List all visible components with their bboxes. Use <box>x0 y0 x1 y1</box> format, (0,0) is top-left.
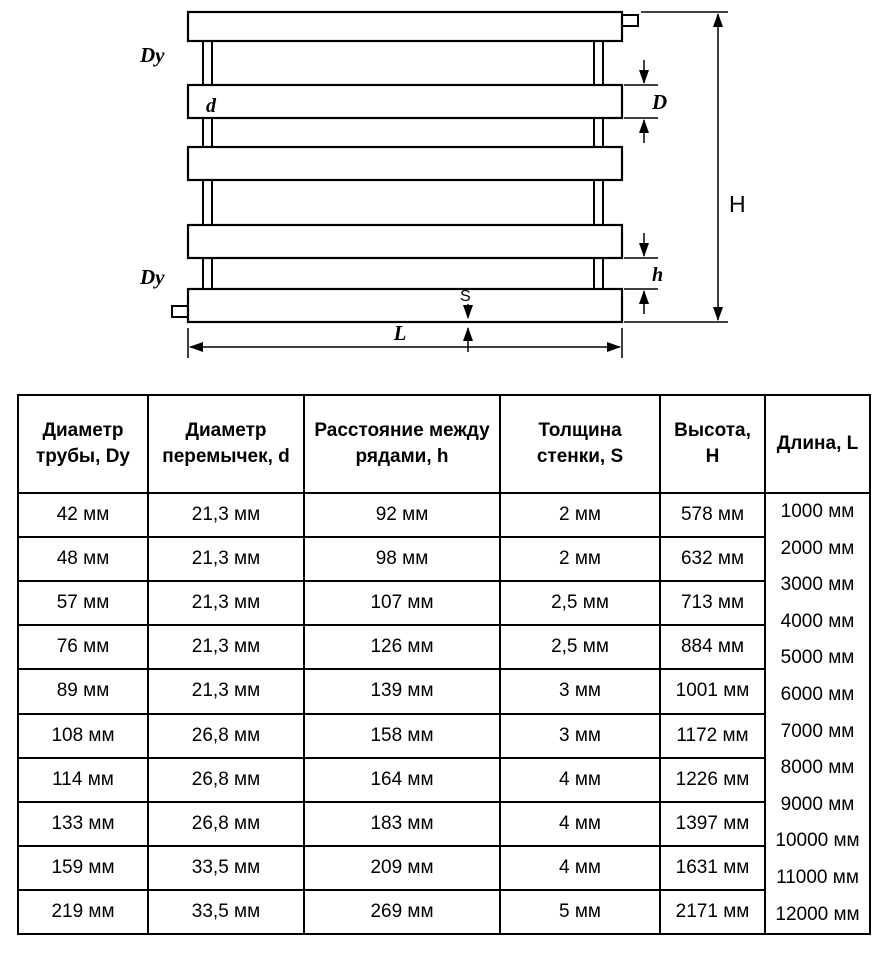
table-cell: 3 мм <box>500 714 660 758</box>
length-merged-cell <box>765 493 870 934</box>
table-row <box>18 890 870 934</box>
table-cell: 2,5 мм <box>500 625 660 669</box>
pipe-bar <box>188 225 622 258</box>
table-cell: 1172 мм <box>660 714 765 758</box>
col-header-jumper-diameter: Диаметр перемычек, d <box>148 395 304 493</box>
pipe-bar <box>188 147 622 180</box>
label-D: D <box>652 90 668 114</box>
inlet-stub <box>622 15 638 26</box>
pipe-jumper <box>203 39 212 87</box>
table-cell: 4 мм <box>500 846 660 890</box>
table-cell: 21,3 мм <box>148 581 304 625</box>
table-row <box>18 714 870 758</box>
length-value: 6000 мм <box>780 683 855 705</box>
spec-table-head <box>18 395 870 493</box>
table-row <box>18 581 870 625</box>
table-cell: 107 мм <box>304 581 500 625</box>
length-value: 8000 мм <box>780 757 855 779</box>
label-S: S <box>460 288 471 305</box>
table-cell: 48 мм <box>18 537 148 581</box>
table-cell: 76 мм <box>18 625 148 669</box>
table-cell: 4 мм <box>500 802 660 846</box>
table-row <box>18 625 870 669</box>
table-cell: 2,5 мм <box>500 581 660 625</box>
table-cell: 33,5 мм <box>148 846 304 890</box>
table-cell: 164 мм <box>304 758 500 802</box>
label-Dy-top: Dy <box>140 43 165 67</box>
table-cell: 33,5 мм <box>148 890 304 934</box>
length-value: 1000 мм <box>780 501 855 522</box>
pipe-jumper <box>594 39 603 87</box>
pipe-bar <box>188 85 622 118</box>
table-cell: 57 мм <box>18 581 148 625</box>
length-value: 2000 мм <box>780 537 855 559</box>
table-row <box>18 669 870 713</box>
pipe-jumper <box>203 178 212 227</box>
table-cell: 4 мм <box>500 758 660 802</box>
table-cell: 884 мм <box>660 625 765 669</box>
pipe-bar <box>188 12 622 41</box>
table-cell: 713 мм <box>660 581 765 625</box>
label-h: h <box>652 264 664 286</box>
pipe-jumper <box>203 256 212 291</box>
table-cell: 632 мм <box>660 537 765 581</box>
label-L: L <box>393 321 407 345</box>
label-H: H <box>729 191 746 217</box>
table-cell: 1226 мм <box>660 758 765 802</box>
pipe-jumper <box>594 178 603 227</box>
table-cell: 578 мм <box>660 493 765 537</box>
pipe-bar <box>188 289 622 322</box>
table-cell: 1631 мм <box>660 846 765 890</box>
spec-table-body <box>18 493 870 934</box>
table-cell: 108 мм <box>18 714 148 758</box>
length-value: 9000 мм <box>780 793 855 815</box>
table-row <box>18 493 870 537</box>
dimension-H <box>624 12 728 322</box>
pipe-jumper <box>594 116 603 149</box>
length-value: 10000 мм <box>775 830 860 852</box>
table-cell: 5 мм <box>500 890 660 934</box>
table-row <box>18 802 870 846</box>
length-value: 3000 мм <box>780 574 855 596</box>
register-drawing-area <box>0 0 888 382</box>
table-cell: 1001 мм <box>660 669 765 713</box>
col-header-pipe-diameter: Диаметр трубы, Dy <box>18 395 148 493</box>
label-Dy-bottom: Dy <box>140 265 165 289</box>
table-cell: 98 мм <box>304 537 500 581</box>
length-value: 12000 мм <box>775 903 860 925</box>
length-value: 5000 мм <box>780 647 855 669</box>
table-cell: 126 мм <box>304 625 500 669</box>
table-cell: 139 мм <box>304 669 500 713</box>
table-cell: 2 мм <box>500 537 660 581</box>
table-cell: 158 мм <box>304 714 500 758</box>
col-header-wall-thickness: Толщина стенки, S <box>500 395 660 493</box>
table-cell: 21,3 мм <box>148 537 304 581</box>
table-cell: 21,3 мм <box>148 493 304 537</box>
table-cell: 3 мм <box>500 669 660 713</box>
table-cell: 2 мм <box>500 493 660 537</box>
col-header-length: Длина, L <box>765 395 870 493</box>
table-cell: 92 мм <box>304 493 500 537</box>
header-row <box>18 395 870 493</box>
table-row <box>18 537 870 581</box>
table-cell: 26,8 мм <box>148 802 304 846</box>
table-cell: 269 мм <box>304 890 500 934</box>
table-cell: 21,3 мм <box>148 669 304 713</box>
table-row <box>18 846 870 890</box>
table-cell: 89 мм <box>18 669 148 713</box>
table-cell: 26,8 мм <box>148 714 304 758</box>
table-cell: 1397 мм <box>660 802 765 846</box>
table-cell: 42 мм <box>18 493 148 537</box>
pipe-jumper <box>203 116 212 149</box>
table-cell: 219 мм <box>18 890 148 934</box>
table-cell: 209 мм <box>304 846 500 890</box>
table-cell: 133 мм <box>18 802 148 846</box>
pipe-rows <box>188 12 622 322</box>
table-cell: 183 мм <box>304 802 500 846</box>
register-diagram <box>0 0 888 382</box>
table-cell: 114 мм <box>18 758 148 802</box>
table-cell: 159 мм <box>18 846 148 890</box>
label-d: d <box>206 95 216 117</box>
pipe-jumper <box>594 256 603 291</box>
col-header-height: Высота, H <box>660 395 765 493</box>
length-value: 11000 мм <box>776 866 859 888</box>
table-cell: 21,3 мм <box>148 625 304 669</box>
length-value: 7000 мм <box>780 720 855 742</box>
col-header-row-spacing: Расстояние между рядами, h <box>304 395 500 493</box>
table-row <box>18 758 870 802</box>
length-value: 4000 мм <box>780 610 855 632</box>
spec-table <box>17 394 871 935</box>
table-cell: 2171 мм <box>660 890 765 934</box>
table-cell: 26,8 мм <box>148 758 304 802</box>
outlet-stub <box>172 306 188 317</box>
